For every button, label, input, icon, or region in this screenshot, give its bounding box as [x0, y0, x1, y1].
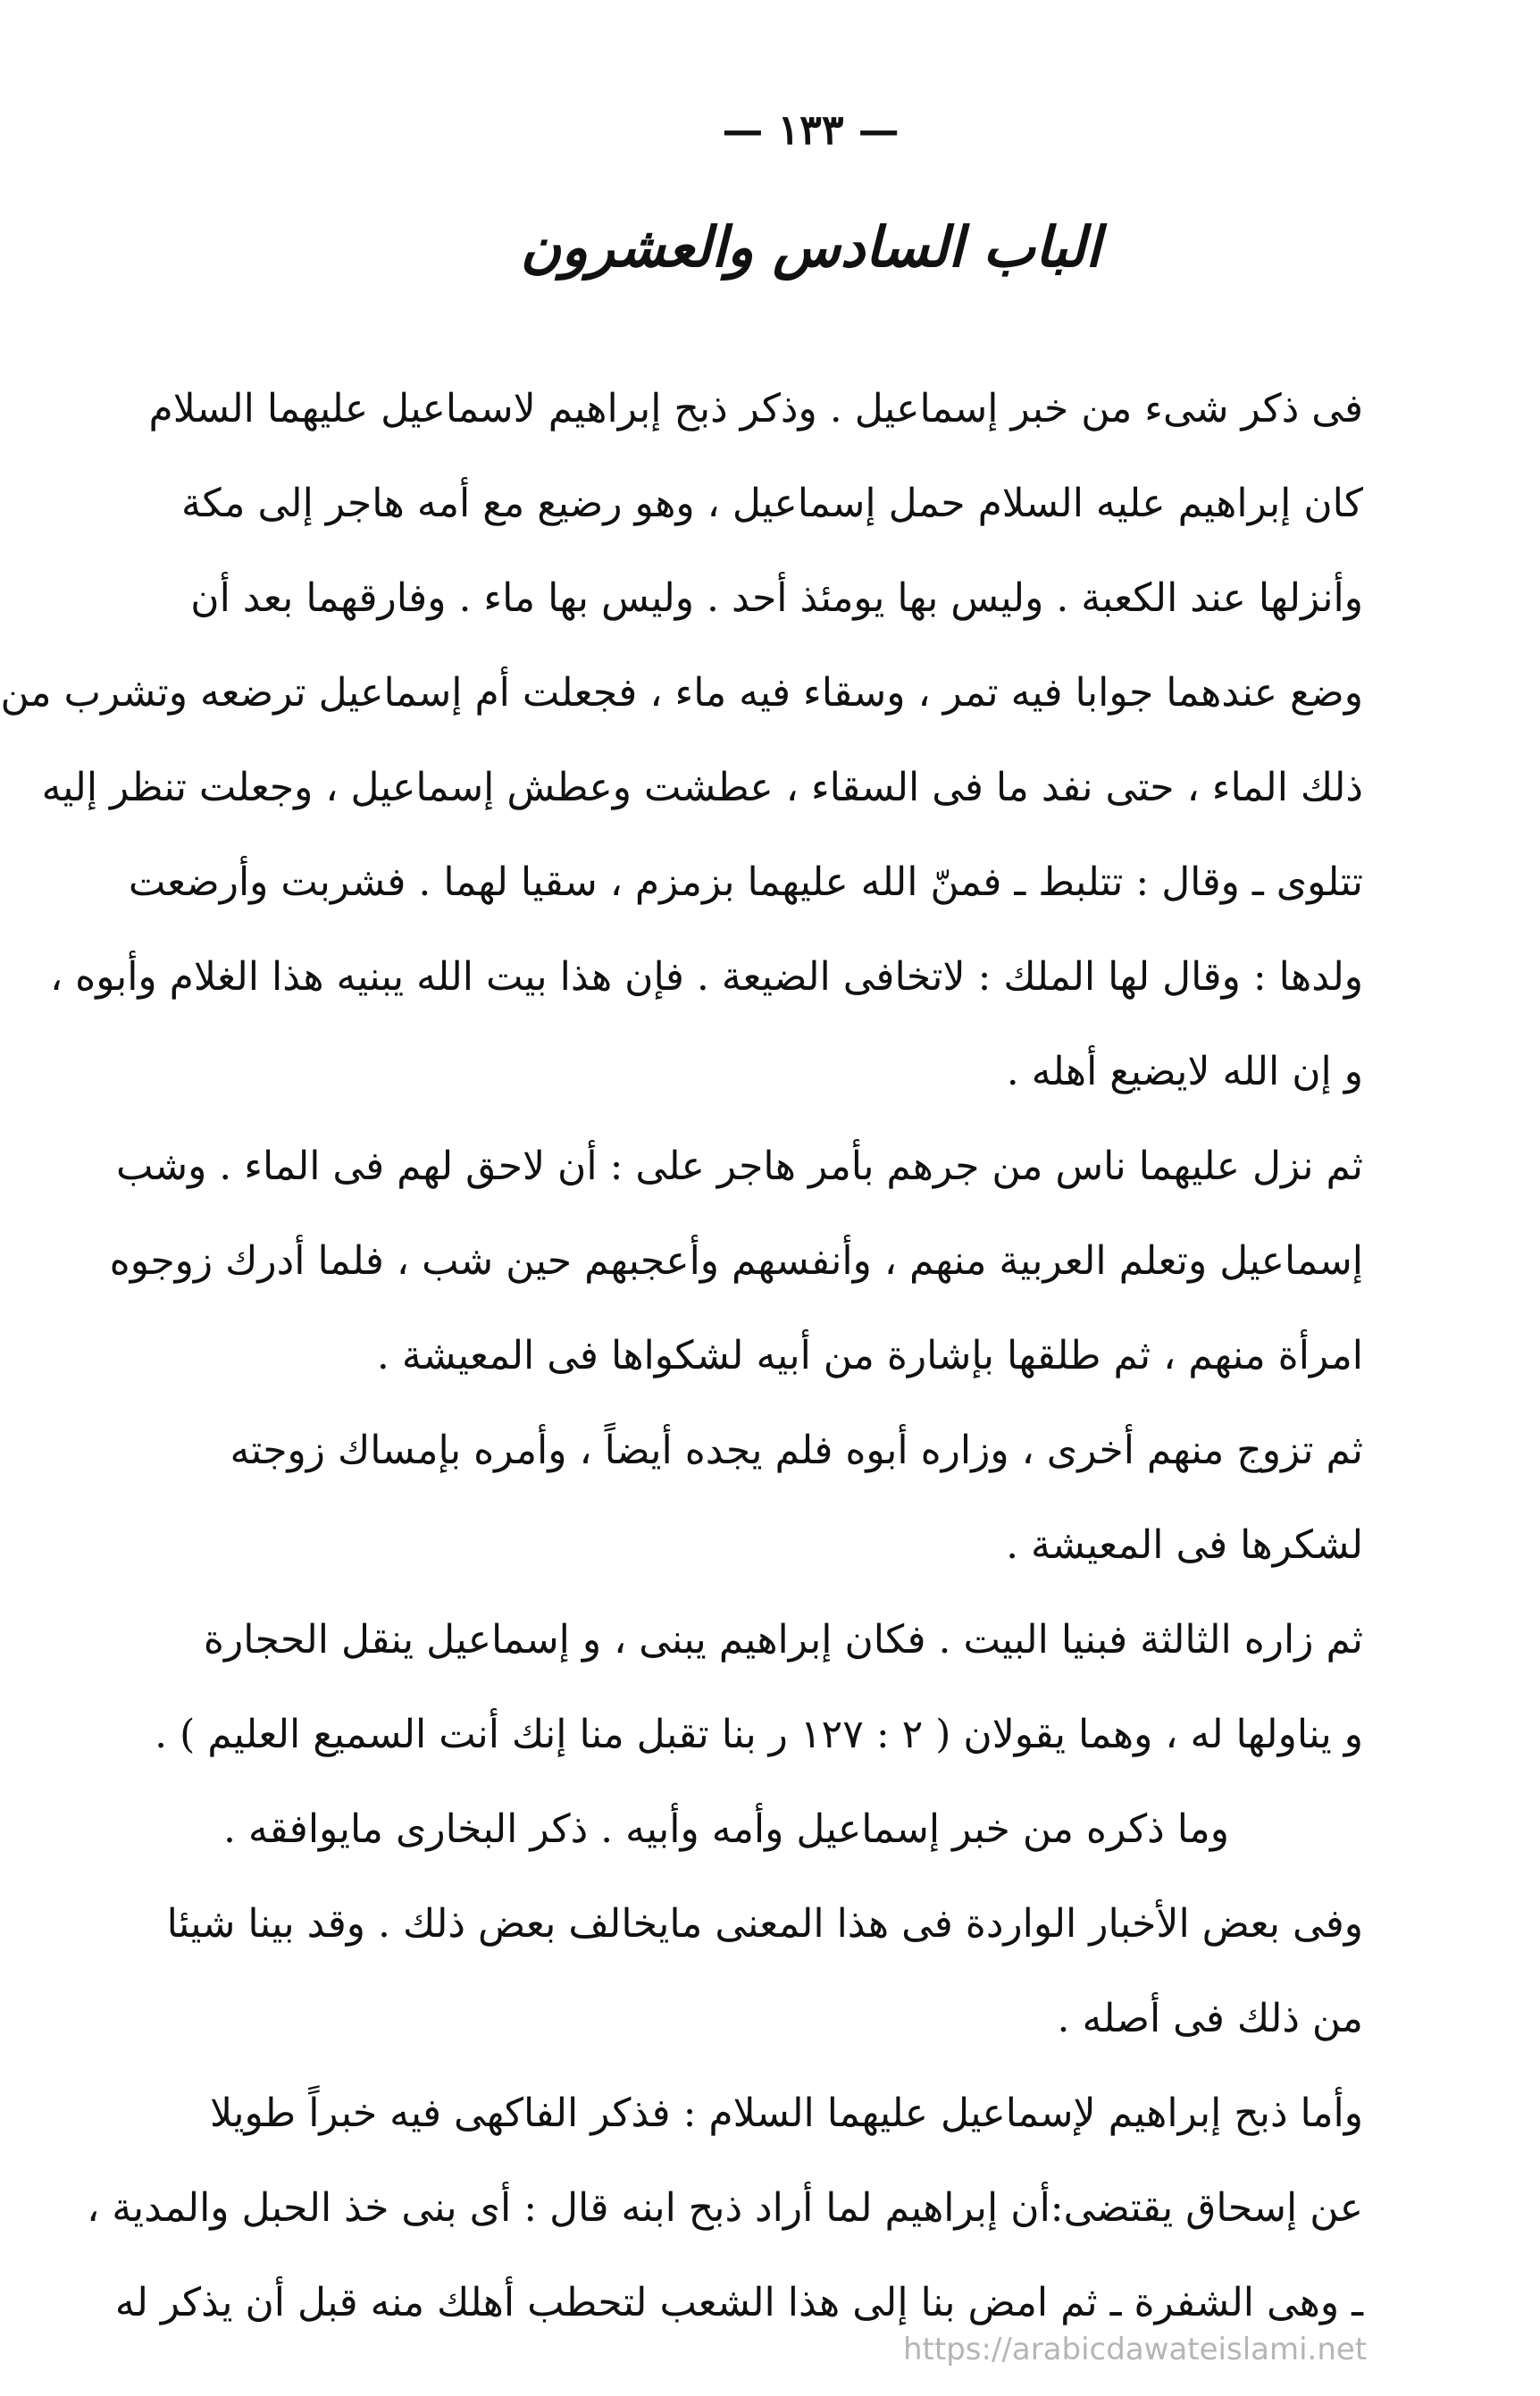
paragraph: [87, 2066, 1363, 2350]
text-line: وأنزلها عند الكعبة . وليس بها يومئذ أحد . وليس بها ماء . وفارقهما بعد أن: [190, 575, 1363, 621]
chapter-title: الباب السادس والعشرون: [520, 214, 1101, 280]
text-line: وضع عندهما جوابا فيه تمر ، وسقاء فيه ماء ، فجعلت أم إسماعيل ترضعه وتشرب من: [0, 670, 1363, 716]
text-line: ـ وهى الشفرة ـ ثم امض بنا إلى هذا الشعب لتحطب أهلك منه قبل أن يذكر له: [114, 2280, 1363, 2325]
text-line: ولدها : وقال لها الملك : لاتخافى الضيعة . فإن هذا بيت الله يبنيه هذا الغلام وأبوه ،: [49, 954, 1363, 1000]
text-line: تتلوى ـ وقال : تتلبط ـ فمنّ الله عليهما بزمزم ، سقيا لهما . فشربت وأرضعت: [128, 859, 1363, 905]
text-line: لشكرها فى المعيشة .: [1006, 1522, 1363, 1568]
paragraph: [109, 1119, 1363, 1403]
text-line: ثم نزل عليهما ناس من جرهم بأمر هاجر على : أن لاحق لهم فى الماء . وشب: [116, 1144, 1363, 1189]
text-line: فى ذكر شىء من خبر إسماعيل . وذكر ذبح إبراهيم لاسماعيل عليهما السلام: [148, 386, 1363, 431]
text-line: وفى بعض الأخبار الواردة فى هذا المعنى مايخالف بعض ذلك . وقد بينا شيئا: [166, 1901, 1363, 1947]
page-number: — ١٣٣ —: [722, 105, 900, 154]
watermark-url: https://arabicdawateislami.net: [903, 2332, 1368, 2367]
paragraph: [222, 1782, 1363, 1877]
text-line: وما ذكره من خبر إسماعيل وأمه وأبيه . ذكر البخارى مايوافقه .: [222, 1806, 1229, 1852]
text-line: إسماعيل وتعلم العربية منهم ، وأنفسهم وأعجبهم حين شب ، فلما أدرك زوجوه: [109, 1238, 1363, 1284]
text-line: و يناولها له ، وهما يقولان ( ٢ : ١٢٧ ر بنا تقبل منا إنك أنت السميع العليم ) .: [155, 1712, 1363, 1757]
text-line: و إن الله لايضيع أهله .: [1006, 1049, 1363, 1094]
text-line: امرأة منهم ، ثم طلقها بإشارة من أبيه لشكواها فى المعيشة .: [376, 1333, 1363, 1378]
text-line: كان إبراهيم عليه السلام حمل إسماعيل ، وهو رضيع مع أمه هاجر إلى مكة: [181, 481, 1363, 526]
paragraph: [166, 1877, 1363, 2066]
text-line: ثم تزوج منهم أخرى ، وزاره أبوه فلم يجده أيضاً ، وأمره بإمساك زوجته: [230, 1428, 1363, 1473]
paragraph: [0, 362, 1363, 1119]
text-line: من ذلك فى أصله .: [1057, 1996, 1363, 2041]
body-text: [0, 362, 1363, 2350]
text-line: ذلك الماء ، حتى نفد ما فى السقاء ، عطشت وعطش إسماعيل ، وجعلت تنظر إليه: [41, 765, 1363, 810]
paragraph: [230, 1403, 1363, 1593]
text-line: عن إسحاق يقتضى:أن إبراهيم لما أراد ذبح ابنه قال : أى بنى خذ الحبل والمدية ،: [87, 2185, 1363, 2231]
text-line: ثم زاره الثالثة فبنيا البيت . فكان إبراهيم يبنى ، و إسماعيل ينقل الحجارة: [203, 1617, 1363, 1663]
text-line: وأما ذبح إبراهيم لإسماعيل عليهما السلام : فذكر الفاكهى فيه خبراً طويلا: [209, 2090, 1363, 2136]
paragraph: [155, 1593, 1363, 1782]
